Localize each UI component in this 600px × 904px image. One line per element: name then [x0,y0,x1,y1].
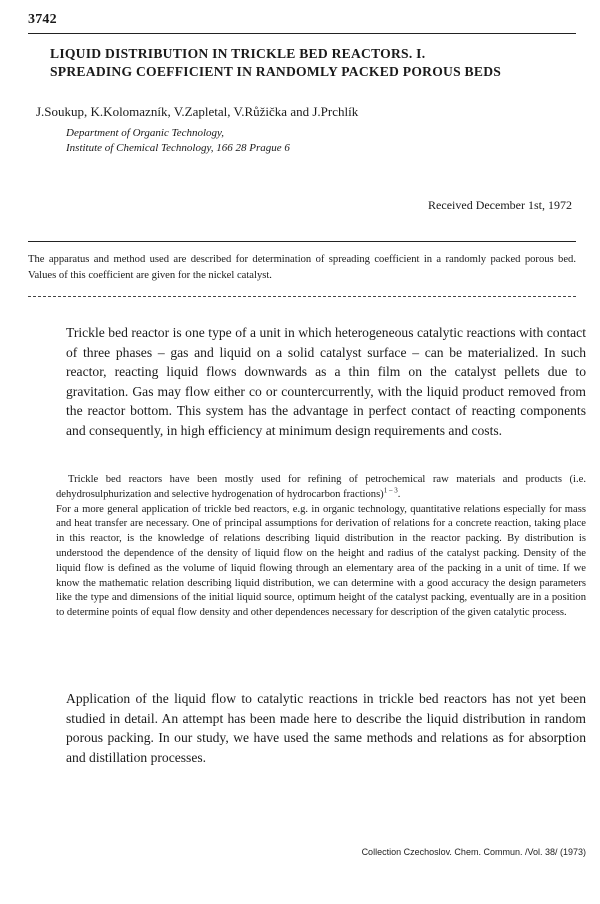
reference-superscript: 1 – 3 [383,486,398,495]
header-rule [28,33,576,34]
abstract-top-rule [28,241,576,242]
closing-paragraph [66,689,586,767]
received-date: Received December 1st, 1972 [428,198,572,212]
journal-footer: Collection Czechoslov. Chem. Commun. /Vol. 38/ (1973) [361,847,586,857]
small-print-section [56,473,586,621]
paper-title [50,45,580,81]
body-paragraph-2 [56,473,586,503]
para2-text: Trickle bed reactors have been mostly used for refining of petrochemical raw materials and products (i.e. dehydrosulphurization and selective hydrogenation of hydrocarbon fractions) [56,474,586,500]
body-paragraph-4: Application of the liquid flow to catalytic reactions in trickle bed reactors has not yet been studied in detail. An attempt has been made here to describe the liquid distribution in random porous packing. In our study, we have used the same methods and relations as for absorption and distillation processes. [66,691,586,765]
body-paragraph-3: For a more general application of trickle bed reactors, e.g. in organic technology, quantitative relations especially for mass and heat transfer are necessary. One of principal assumptions for derivation of relations for a concrete reaction, taking place in this reactor, is the knowledge of relations describing liquid distribution in the reactor packing. By distribution is understood the dependence of the density of liquid flow on the height and radius of the catalyst packing. Density of the liquid flow is defined as the volume of liquid flowing through an elementary area of the packing in a unit of time. If we know the mathematic relation describing liquid distribution, we can determine with a good accuracy the design parameters like the type and dimensions of the initial liquid source, optimum height of the catalyst packing, eventually are in a position to determine points of equal flow density and other dependences necessary for description of the given catalytic process. [56,503,586,619]
intro-paragraph [66,323,586,440]
abstract: The apparatus and method used are described for determination of spreading coefficient in a randomly packed porous bed. Values of this coefficient are given for the nickel catalyst. [28,254,576,281]
title-line-2: SPREADING COEFFICIENT IN RANDOMLY PACKED POROUS BEDS [50,64,502,79]
authors: J.Soukup, K.Kolomazník, V.Zapletal, V.Růžička and J.Prchlík [36,104,359,119]
affiliation-line-2: Institute of Chemical Technology, 166 28 Prague 6 [66,142,290,154]
abstract-bottom-rule [28,296,576,297]
body-paragraph-1: Trickle bed reactor is one type of a unit in which heterogeneous catalytic reactions with contact of three phases – gas and liquid on a solid catalyst surface – can be materialized. In such reactor, reacting liquid flows downwards as a thin film on the catalyst pellets due to gravitation. Gas may flow either co or countercurrently, with the liquid product removed from the reactor bottom. This system has the advantage in perfect contact of reacting components and consequently, in high efficiency at minimum design requirements and costs. [66,325,586,438]
page-number: 3742 [28,12,57,27]
title-line-1: LIQUID DISTRIBUTION IN TRICKLE BED REACTORS. I. [50,46,426,61]
para2-end: . [397,488,401,500]
affiliation [66,126,576,156]
affiliation-line-1: Department of Organic Technology, [66,127,225,139]
